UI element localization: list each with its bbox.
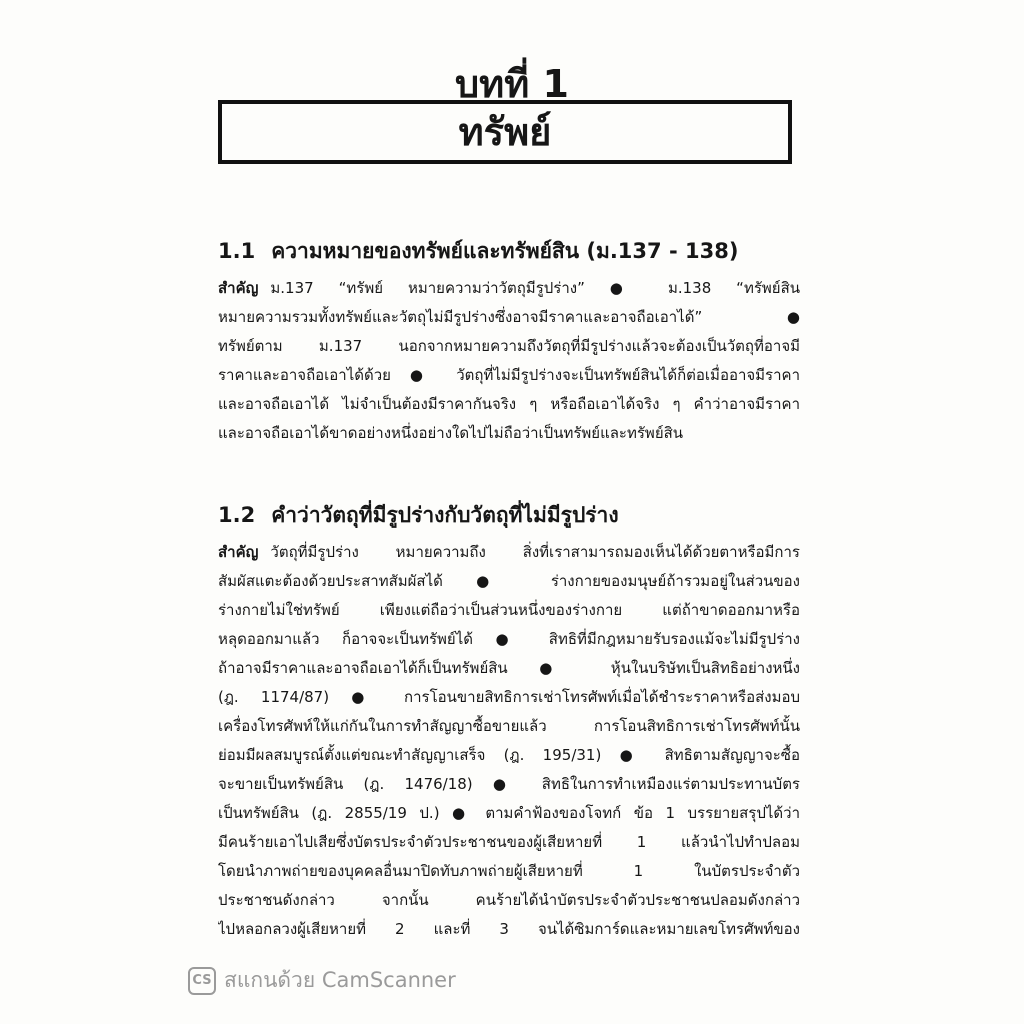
body-line: ร่างกายไม่ใช่ทรัพย์ เพียงแต่ถือว่าเป็นส่วนหนึ่งของร่างกาย แต่ถ้าขาดออกมาหรือ [218, 601, 800, 619]
body-line: ประชาชนดังกล่าว จากนั้น คนร้ายได้นำบัตรประจำตัวประชาชนปลอมดังกล่าว [218, 891, 800, 909]
body-line: เป็นทรัพย์สิน (ฎ. 2855/19 ป.) ● ตามคำฟ้องของโจทก์ ข้อ 1 บรรยายสรุปได้ว่า [218, 804, 800, 822]
camscanner-watermark [188, 964, 456, 997]
section-title: ความหมายของทรัพย์และทรัพย์สิน (ม.137 - 138) [271, 239, 739, 263]
watermark-text: สแกนด้วย CamScanner [224, 968, 456, 992]
chapter-title: ทรัพย์ [458, 110, 552, 154]
section-body-1-1 [218, 274, 800, 448]
camscanner-logo-icon: CS [188, 967, 216, 995]
body-line: ไปหลอกลวงผู้เสียหายที่ 2 และที่ 3 จนได้ซิมการ์ดและหมายเลขโทรศัพท์ของ [218, 920, 800, 938]
section-number: 1.2 [218, 503, 256, 527]
body-line: เครื่องโทรศัพท์ให้แก่กันในการทำสัญญาซื้อขายแล้ว การโอนสิทธิการเช่าโทรศัพท์นั้น [218, 717, 800, 735]
key-label: สำคัญ [218, 543, 259, 561]
body-line: สำคัญ วัตถุที่มีรูปร่าง หมายความถึง สิ่งที่เราสามารถมองเห็นได้ด้วยตาหรือมีการ [218, 543, 800, 561]
body-line: สำคัญ ม.137 “ทรัพย์ หมายความว่าวัตถุมีรูปร่าง” ● ม.138 “ทรัพย์สิน [218, 279, 800, 297]
section-body-1-2 [218, 538, 800, 944]
body-line: (ฎ. 1174/87) ● การโอนขายสิทธิการเช่าโทรศัพท์เมื่อได้ชำระราคาหรือส่งมอบ [218, 688, 800, 706]
body-line: โดยนำภาพถ่ายของบุคคลอื่นมาปิดทับภาพถ่ายผู้เสียหายที่ 1 ในบัตรประจำตัว [218, 862, 800, 880]
body-line: ถ้าอาจมีราคาและอาจถือเอาได้ก็เป็นทรัพย์สิน ● หุ้นในบริษัทเป็นสิทธิอย่างหนึ่ง [218, 659, 800, 677]
body-line: สัมผัสแตะต้องด้วยประสาทสัมผัสได้ ● ร่างกายของมนุษย์ถ้ารวมอยู่ในส่วนของ [218, 572, 800, 590]
body-line: ราคาและอาจถือเอาได้ด้วย ● วัตถุที่ไม่มีรูปร่างจะเป็นทรัพย์สินได้ก็ต่อเมื่ออาจมีราคา [218, 366, 800, 384]
section-title: คำว่าวัตถุที่มีรูปร่างกับวัตถุที่ไม่มีรูปร่าง [271, 503, 619, 527]
chapter-title-box [218, 100, 792, 164]
body-line: ทรัพย์ตาม ม.137 นอกจากหมายความถึงวัตถุที่มีรูปร่างแล้วจะต้องเป็นวัตถุที่อาจมี [218, 337, 800, 355]
body-line: จะขายเป็นทรัพย์สิน (ฎ. 1476/18) ● สิทธิในการทำเหมืองแร่ตามประทานบัตร [218, 775, 800, 793]
section-heading-1-1 [218, 236, 818, 266]
body-line: มีคนร้ายเอาไปเสียซึ่งบัตรประจำตัวประชาชนของผู้เสียหายที่ 1 แล้วนำไปทำปลอม [218, 833, 800, 851]
body-line: และอาจถือเอาได้ขาดอย่างหนึ่งอย่างใดไปไม่ถือว่าเป็นทรัพย์และทรัพย์สิน [218, 424, 684, 442]
body-line: ย่อมมีผลสมบูรณ์ตั้งแต่ขณะทำสัญญาเสร็จ (ฎ. 195/31) ● สิทธิตามสัญญาจะซื้อ [218, 746, 800, 764]
chapter-number: บทที่ 1 [455, 62, 569, 106]
section-number: 1.1 [218, 239, 256, 263]
key-label: สำคัญ [218, 279, 259, 297]
body-line: และอาจถือเอาได้ ไม่จำเป็นต้องมีราคากันจริง ๆ หรือถือเอาได้จริง ๆ คำว่าอาจมีราคา [218, 395, 800, 413]
body-line: หมายความรวมทั้งทรัพย์และวัตถุไม่มีรูปร่างซึ่งอาจมีราคาและอาจถือเอาได้” ● [218, 308, 800, 326]
section-heading-1-2 [218, 500, 818, 530]
body-line: หลุดออกมาแล้ว ก็อาจจะเป็นทรัพย์ได้ ● สิทธิที่มีกฎหมายรับรองแม้จะไม่มีรูปร่าง [218, 630, 800, 648]
